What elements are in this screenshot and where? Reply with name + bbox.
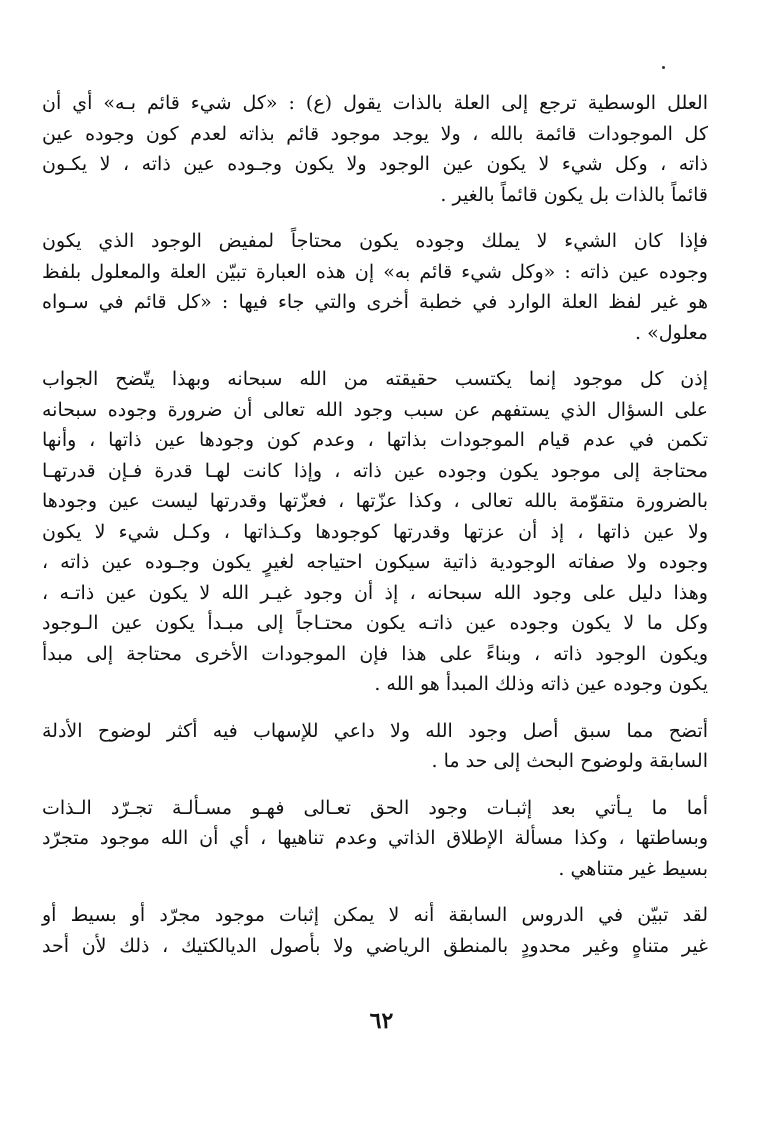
text-line: إذن كل موجود إنما يكتسب حقيقته من الله سبحانه وبهذا يتّضح الجواب bbox=[42, 368, 708, 390]
corner-mark bbox=[662, 66, 665, 69]
paragraph-2 bbox=[42, 226, 708, 348]
text-line: السابقة ولوضوح البحث إلى حد ما . bbox=[431, 750, 708, 772]
text-line: ذاته ، وكل شيء لا يكون عين الوجود ولا يكون وجـوده عين ذاته ، لا يكـون bbox=[42, 153, 708, 175]
text-line: ويكون الوجود ذاته ، وبناءً على هذا فإن الموجودات الأخرى محتاجة إلى مبدأ bbox=[42, 642, 708, 665]
text-line: تكمن في عدم قيام الموجودات بذاتها ، وعدم كون وجودها عين ذاتها ، وأنها bbox=[42, 429, 708, 451]
text-line: فإذا كان الشيء لا يملك وجوده يكون محتاجاً لمفيض الوجود الذي يكون bbox=[42, 230, 708, 252]
text-line: وجوده عين ذاته : «وكل شيء قائم به» إن هذه العبارة تبيّن العلة والمعلول بلفظ bbox=[42, 260, 708, 283]
paragraph-4 bbox=[42, 716, 708, 777]
text-line: وكل ما لا يكون وجوده عين ذاتـه يكون محتـاجاً إلى مبـدأ يكون عين الـوجود bbox=[42, 612, 708, 634]
text-line: وجوده ولا صفاته الوجودية ذاتية سيكون احتياجه لغيرٍ يكون وجـوده عين ذاته ، bbox=[42, 551, 708, 573]
text-line: يكون وجوده عين ذاته وذلك المبدأ هو الله . bbox=[374, 673, 708, 695]
text-line: وهذا دليل على وجود الله سبحانه ، إذ أن وجود غيـر الله لا يكون عين ذاتـه ، bbox=[42, 581, 708, 604]
text-line: وبساطتها ، وكذا مسألة الإطلاق الذاتي وعدم تناهيها ، أي أن الله موجود متجرّد bbox=[42, 827, 708, 849]
paragraph-1 bbox=[42, 88, 708, 210]
paragraph-5 bbox=[42, 793, 708, 885]
text-line: غير متناهٍ وغير محدودٍ بالمنطق الرياضي ولا بأصول الديالكتيك ، ذلك لأن أحد bbox=[42, 934, 708, 957]
page-body bbox=[42, 88, 708, 977]
text-line: لقد تبيّن في الدروس السابقة أنه لا يمكن إثبات موجود مجرّد أو بسيط أو bbox=[42, 904, 708, 926]
text-line: بالضرورة متقوّمة بالله تعالى ، وكذا عزّتها ، فعزّتها وقدرتها ليست عين وجودها bbox=[42, 490, 708, 512]
text-line: العلل الوسطية ترجع إلى العلة بالذات يقول (ع) : «كل شيء قائم بـه» أي أن bbox=[42, 92, 708, 114]
text-line: بسيط غير متناهي . bbox=[558, 857, 708, 880]
text-line: محتاجة إلى موجود يكون وجوده عين ذاته ، وإذا كانت لهـا قدرة فـإن قدرتهـا bbox=[42, 459, 708, 482]
text-line: أتضح مما سبق أصل وجود الله ولا داعي للإسهاب فيه أكثر لوضوح الأدلة bbox=[42, 719, 708, 742]
text-line: هو غير لفظ العلة الوارد في خطبة أخرى والتي جاء فيها : «كل قائم في سـواه bbox=[42, 291, 708, 313]
text-line: أما ما يـأتي بعد إثبـات وجود الحق تعـالى فهـو مسـألـة تجـرّد الـذات bbox=[42, 796, 708, 819]
paragraph-6 bbox=[42, 900, 708, 961]
text-line: قائماً بالذات بل يكون قائماً بالغير . bbox=[440, 183, 708, 206]
paragraph-3 bbox=[42, 364, 708, 700]
text-line: معلول» . bbox=[635, 321, 708, 344]
text-line: ولا عين ذاتها ، إذ أن عزتها وقدرتها كوجودها وكـذاتها ، وكـل شيء لا يكون bbox=[42, 520, 708, 543]
page-number: ٦٢ bbox=[369, 1008, 394, 1034]
text-line: كل الموجودات قائمة بالله ، ولا يوجد موجود قائم بذاته لعدم كون وجوده عين bbox=[42, 122, 708, 145]
text-line: على السؤال الذي يستفهم عن سبب وجود الله تعالى أن ضرورة وجوده سبحانه bbox=[42, 398, 708, 421]
